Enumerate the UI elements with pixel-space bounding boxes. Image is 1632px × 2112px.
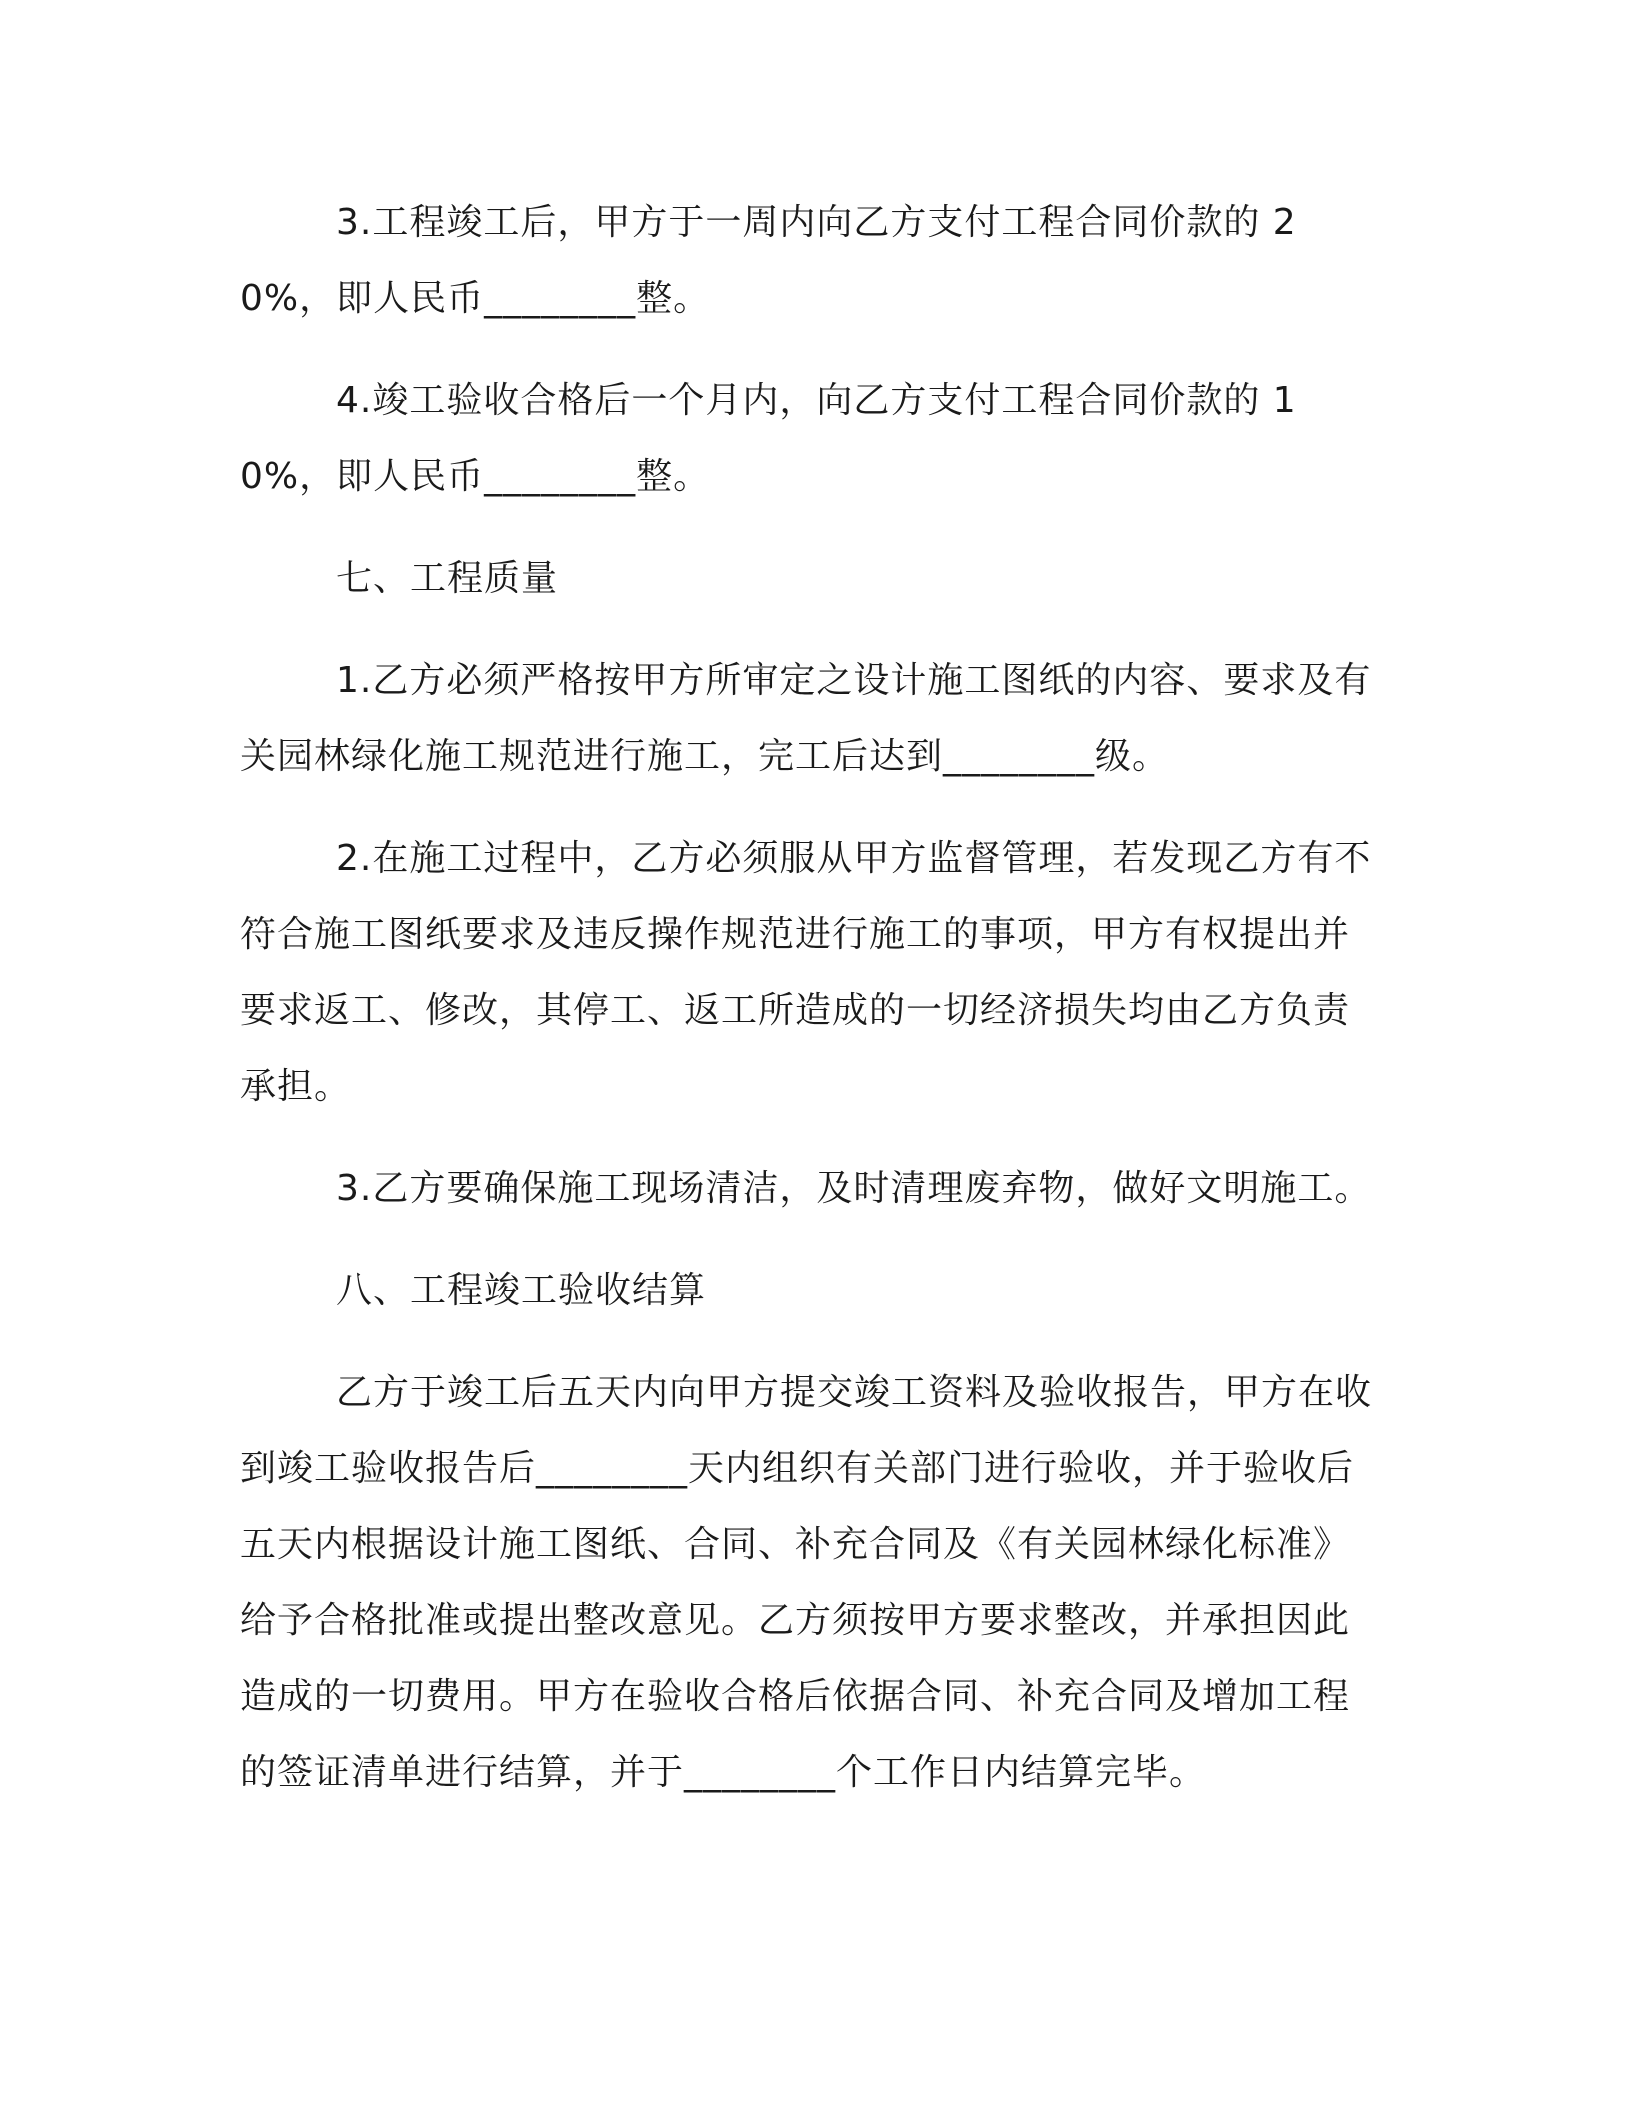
- clause-quality-2: 2.在施工过程中，乙方必须服从甲方监督管理，若发现乙方有不符合施工图纸要求及违反操作规范进行施工的事项，甲方有权提出并要求返工、修改，其停工、返工所造成的一切经济损失均由乙方负责承担。: [240, 838, 1372, 1107]
- section-heading-acceptance: 八、工程竣工验收结算: [336, 1270, 707, 1311]
- clause-quality-3: 3.乙方要确保施工现场清洁，及时清理废弃物，做好文明施工。: [336, 1168, 1372, 1209]
- document-body: [240, 185, 1380, 1837]
- section-heading-quality: 七、工程质量: [336, 558, 559, 599]
- clause-acceptance-settlement: 乙方于竣工后五天内向甲方提交竣工资料及验收报告，甲方在收到竣工验收报告后________天内组织有关部门进行验收，并于验收后五天内根据设计施工图纸、合同、补充合同及《有关园林绿化标准》给予合格批准或提出整改意见。乙方须按甲方要求整改，并承担因此造成的一切费用。甲方在验收合格后依据合同、补充合同及增加工程的签证清单进行结算，并于________个工作日内结算完毕。: [240, 1372, 1373, 1793]
- clause-payment-4: 4.竣工验收合格后一个月内，向乙方支付工程合同价款的 10%，即人民币________整。: [240, 380, 1297, 497]
- clause-quality-1: 1.乙方必须严格按甲方所审定之设计施工图纸的内容、要求及有关园林绿化施工规范进行施工，完工后达到________级。: [240, 660, 1372, 777]
- clause-payment-3: 3.工程竣工后，甲方于一周内向乙方支付工程合同价款的 20%，即人民币________整。: [240, 202, 1297, 319]
